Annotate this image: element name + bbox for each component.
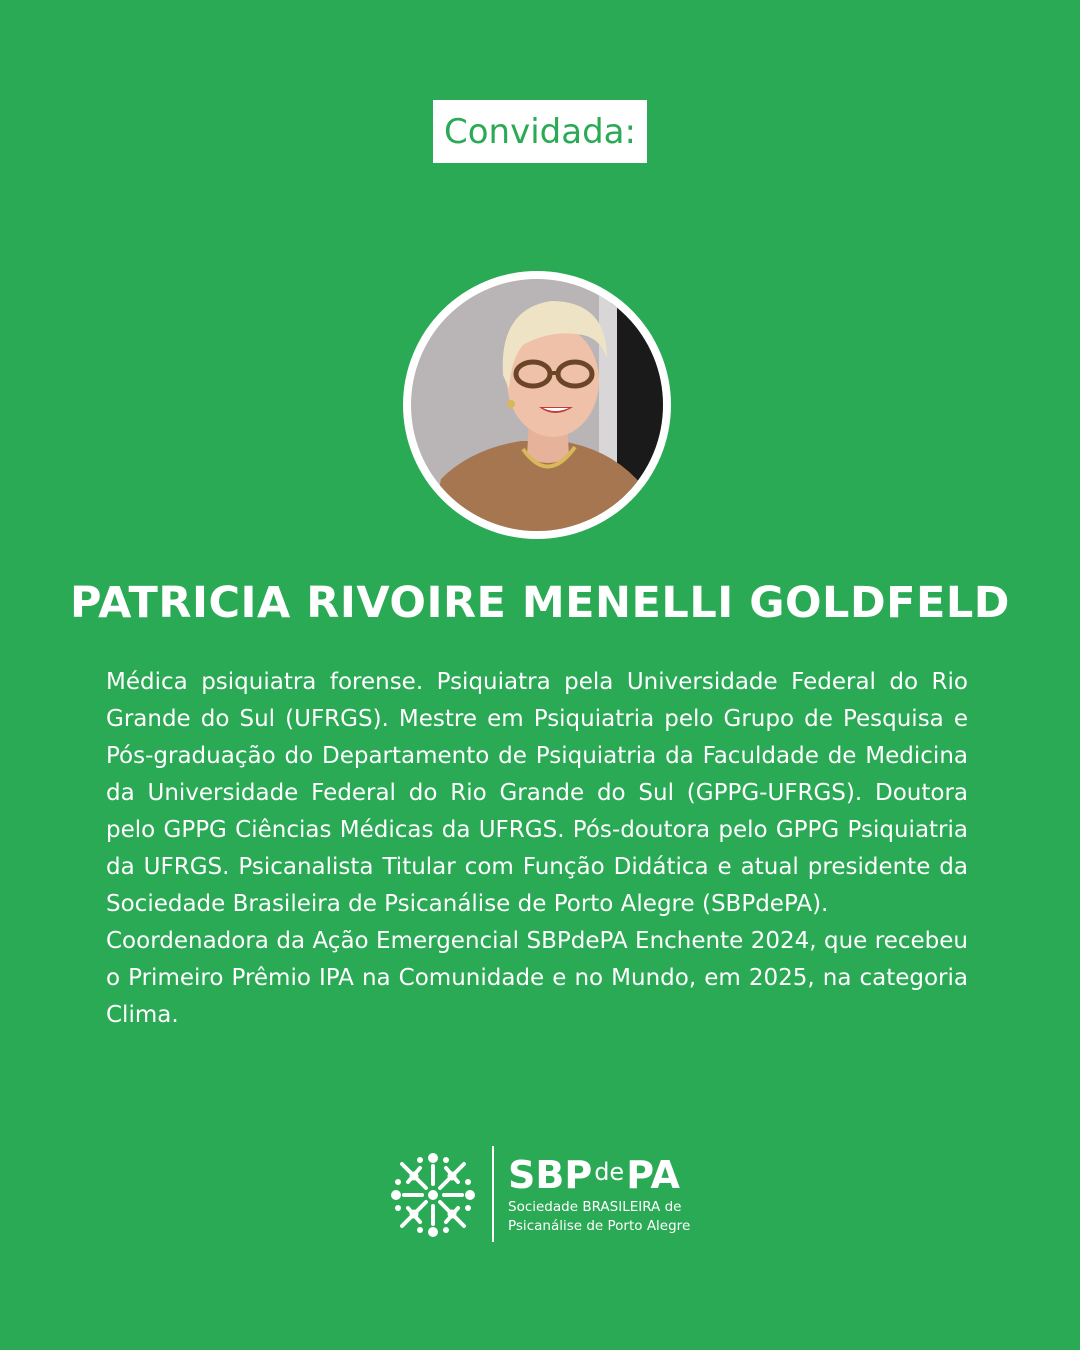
guest-label: Convidada: [444, 111, 636, 152]
guest-name: PATRICIA RIVOIRE MENELLI GOLDFELD [70, 578, 1010, 628]
logo-title: $SBP^{de}PA$ [508, 1153, 680, 1197]
bio-paragraph: Coordenadora da Ação Emergencial SBPdePA Enchente 2024, que recebeu o Primeiro Prêmio IPA na Comunidade e no Mundo, em 2025, na categoria Clima. [106, 928, 968, 1028]
logo-divider [492, 1146, 494, 1242]
guest-label-box [433, 100, 647, 163]
sbpdepa-logo-mark-icon [390, 1152, 476, 1238]
bio-paragraph: Médica psiquiatra forense. Psiquiatra pela Universidade Federal do Rio Grande do Sul (UFRGS). Mestre em Psiquiatria pelo Grupo de Pesquisa e Pós-graduação do Departamento de Psiquiatria da Faculdade de Medicina da Universidade Federal do Rio Grande do Sul (GPPG-UFRGS). Doutora pelo GPPG Ciências Médicas da UFRGS. Pós-doutora pelo GPPG Psiquiatria da UFRGS. Psicanalista Titular com Função Didática e atual presidente da Sociedade Brasileira de Psicanálise de Porto Alegre (SBPdePA). [106, 669, 968, 917]
sbpdepa-logo [390, 1146, 700, 1242]
guest-portrait [403, 271, 671, 539]
logo-subtitle: Sociedade BRASILEIRA de Psicanálise de Porto Alegre [508, 1199, 691, 1234]
portrait-photo [411, 279, 663, 531]
guest-bio [106, 664, 968, 1034]
